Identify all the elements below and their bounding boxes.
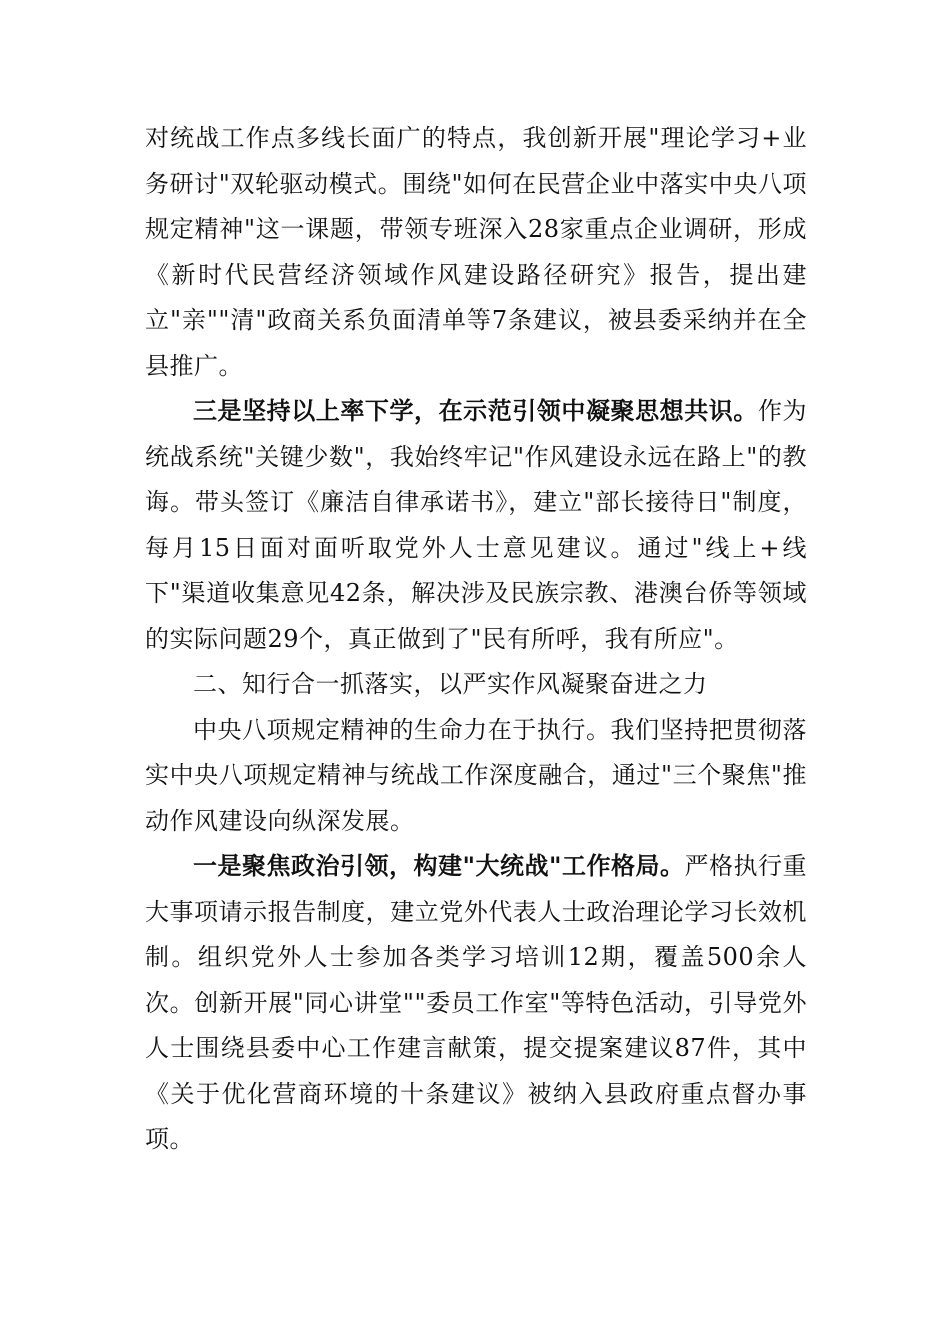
paragraph-continuation xyxy=(145,116,807,389)
paragraph-text: 对统战工作点多线长面广的特点，我创新开展"理论学习+业务研讨"双轮驱动模式。围绕"如何在民营企业中落实中央八项规定精神"这一课题，带领专班深入28家重点企业调研，形成《新时代民营经济领域作风建设路径研究》报告，提出建立"亲""清"政商关系负面清单等7条建议，被县委采纳并在全县推广。 xyxy=(145,124,807,380)
paragraph-point-one xyxy=(145,844,807,1163)
paragraph-text: 中央八项规定精神的生命力在于执行。我们坚持把贯彻落实中央八项规定精神与统战工作深度融合，通过"三个聚焦"推动作风建设向纵深发展。 xyxy=(145,715,807,835)
section-heading: 二、知行合一抓落实，以严实作风凝聚奋进之力 xyxy=(193,670,708,698)
paragraph-text: 严格执行重大事项请示报告制度，建立党外代表人士政治理论学习长效机制。组织党外人士参加各类学习培训12期，覆盖500余人次。创新开展"同心讲堂""委员工作室"等特色活动，引导党外人士围绕县委中心工作建言献策，提交提案建议87件，其中《关于优化营商环境的十条建议》被纳入县政府重点督办事项。 xyxy=(145,852,808,1153)
paragraph-text: 作为统战系统"关键少数"，我始终牢记"作风建设永远在路上"的教诲。带头签订《廉洁自律承诺书》，建立"部长接待日"制度，每月15日面对面听取党外人士意见建议。通过"线上+线下"渠道收集意见42条，解决涉及民族宗教、港澳台侨等领域的实际问题29个，真正做到了"民有所呼，我有所应"。 xyxy=(145,397,807,653)
paragraph-lead: 一是聚焦政治引领，构建"大统战"工作格局。 xyxy=(193,852,685,880)
document-body xyxy=(145,116,807,1163)
paragraph-point-three xyxy=(145,389,807,662)
paragraph-intro xyxy=(145,708,807,845)
paragraph-lead: 三是坚持以上率下学，在示范引领中凝聚思想共识。 xyxy=(193,397,758,425)
